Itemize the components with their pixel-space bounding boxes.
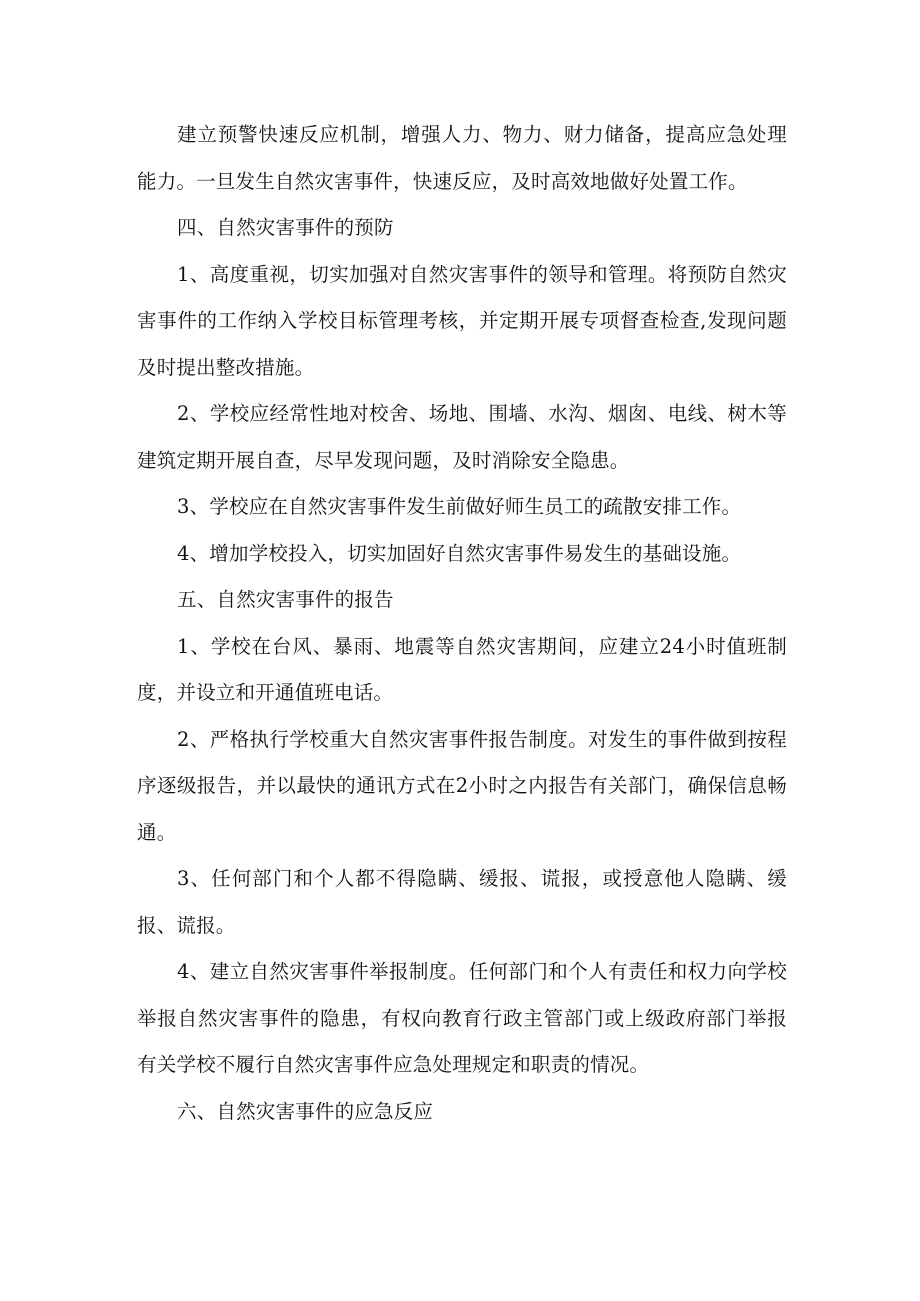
paragraph-prevention-4: 4、增加学校投入，切实加固好自然灾害事件易发生的基础设施。 xyxy=(177,541,742,565)
document-body xyxy=(137,112,787,1135)
section-heading-reporting: 五、自然灾害事件的报告 xyxy=(177,588,394,611)
paragraph-prevention-2: 2、学校应经常性地对校舍、场地、围墙、水沟、烟囱、电线、树木等建筑定期开展自查，尽早发现问题，及时消除安全隐患。 xyxy=(137,402,787,472)
paragraph-early-warning: 建立预警快速反应机制，增强人力、物力、财力储备，提高应急处理能力。一旦发生自然灾害事件，快速反应，及时高效地做好处置工作。 xyxy=(137,123,787,193)
paragraph-prevention-3: 3、学校应在自然灾害事件发生前做好师生员工的疏散安排工作。 xyxy=(177,495,742,518)
paragraph-prevention-1: 1、高度重视，切实加强对自然灾害事件的领导和管理。将预防自然灾害事件的工作纳入学校目标管理考核，并定期开展专项督查检查,发现问题及时提出整改措施。 xyxy=(137,262,787,379)
paragraph-reporting-4: 4、建立自然灾害事件举报制度。任何部门和个人有责任和权力向学校举报自然灾害事件的隐患，有权向教育行政主管部门或上级政府部门举报有关学校不履行自然灾害事件应急处理规定和职责的情况。 xyxy=(137,960,787,1076)
paragraph-reporting-3: 3、任何部门和个人都不得隐瞒、缓报、谎报，或授意他人隐瞒、缓报、谎报。 xyxy=(137,867,787,937)
paragraph-reporting-2: 2、严格执行学校重大自然灾害事件报告制度。对发生的事件做到按程序逐级报告，并以最快的通讯方式在2小时之内报告有关部门，确保信息畅通。 xyxy=(137,727,787,844)
section-heading-emergency-response: 六、自然灾害事件的应急反应 xyxy=(177,1099,434,1123)
section-heading-prevention: 四、自然灾害事件的预防 xyxy=(177,216,394,239)
paragraph-reporting-1: 1、学校在台风、暴雨、地震等自然灾害期间，应建立24小时值班制度，并设立和开通值班电话。 xyxy=(137,634,787,704)
